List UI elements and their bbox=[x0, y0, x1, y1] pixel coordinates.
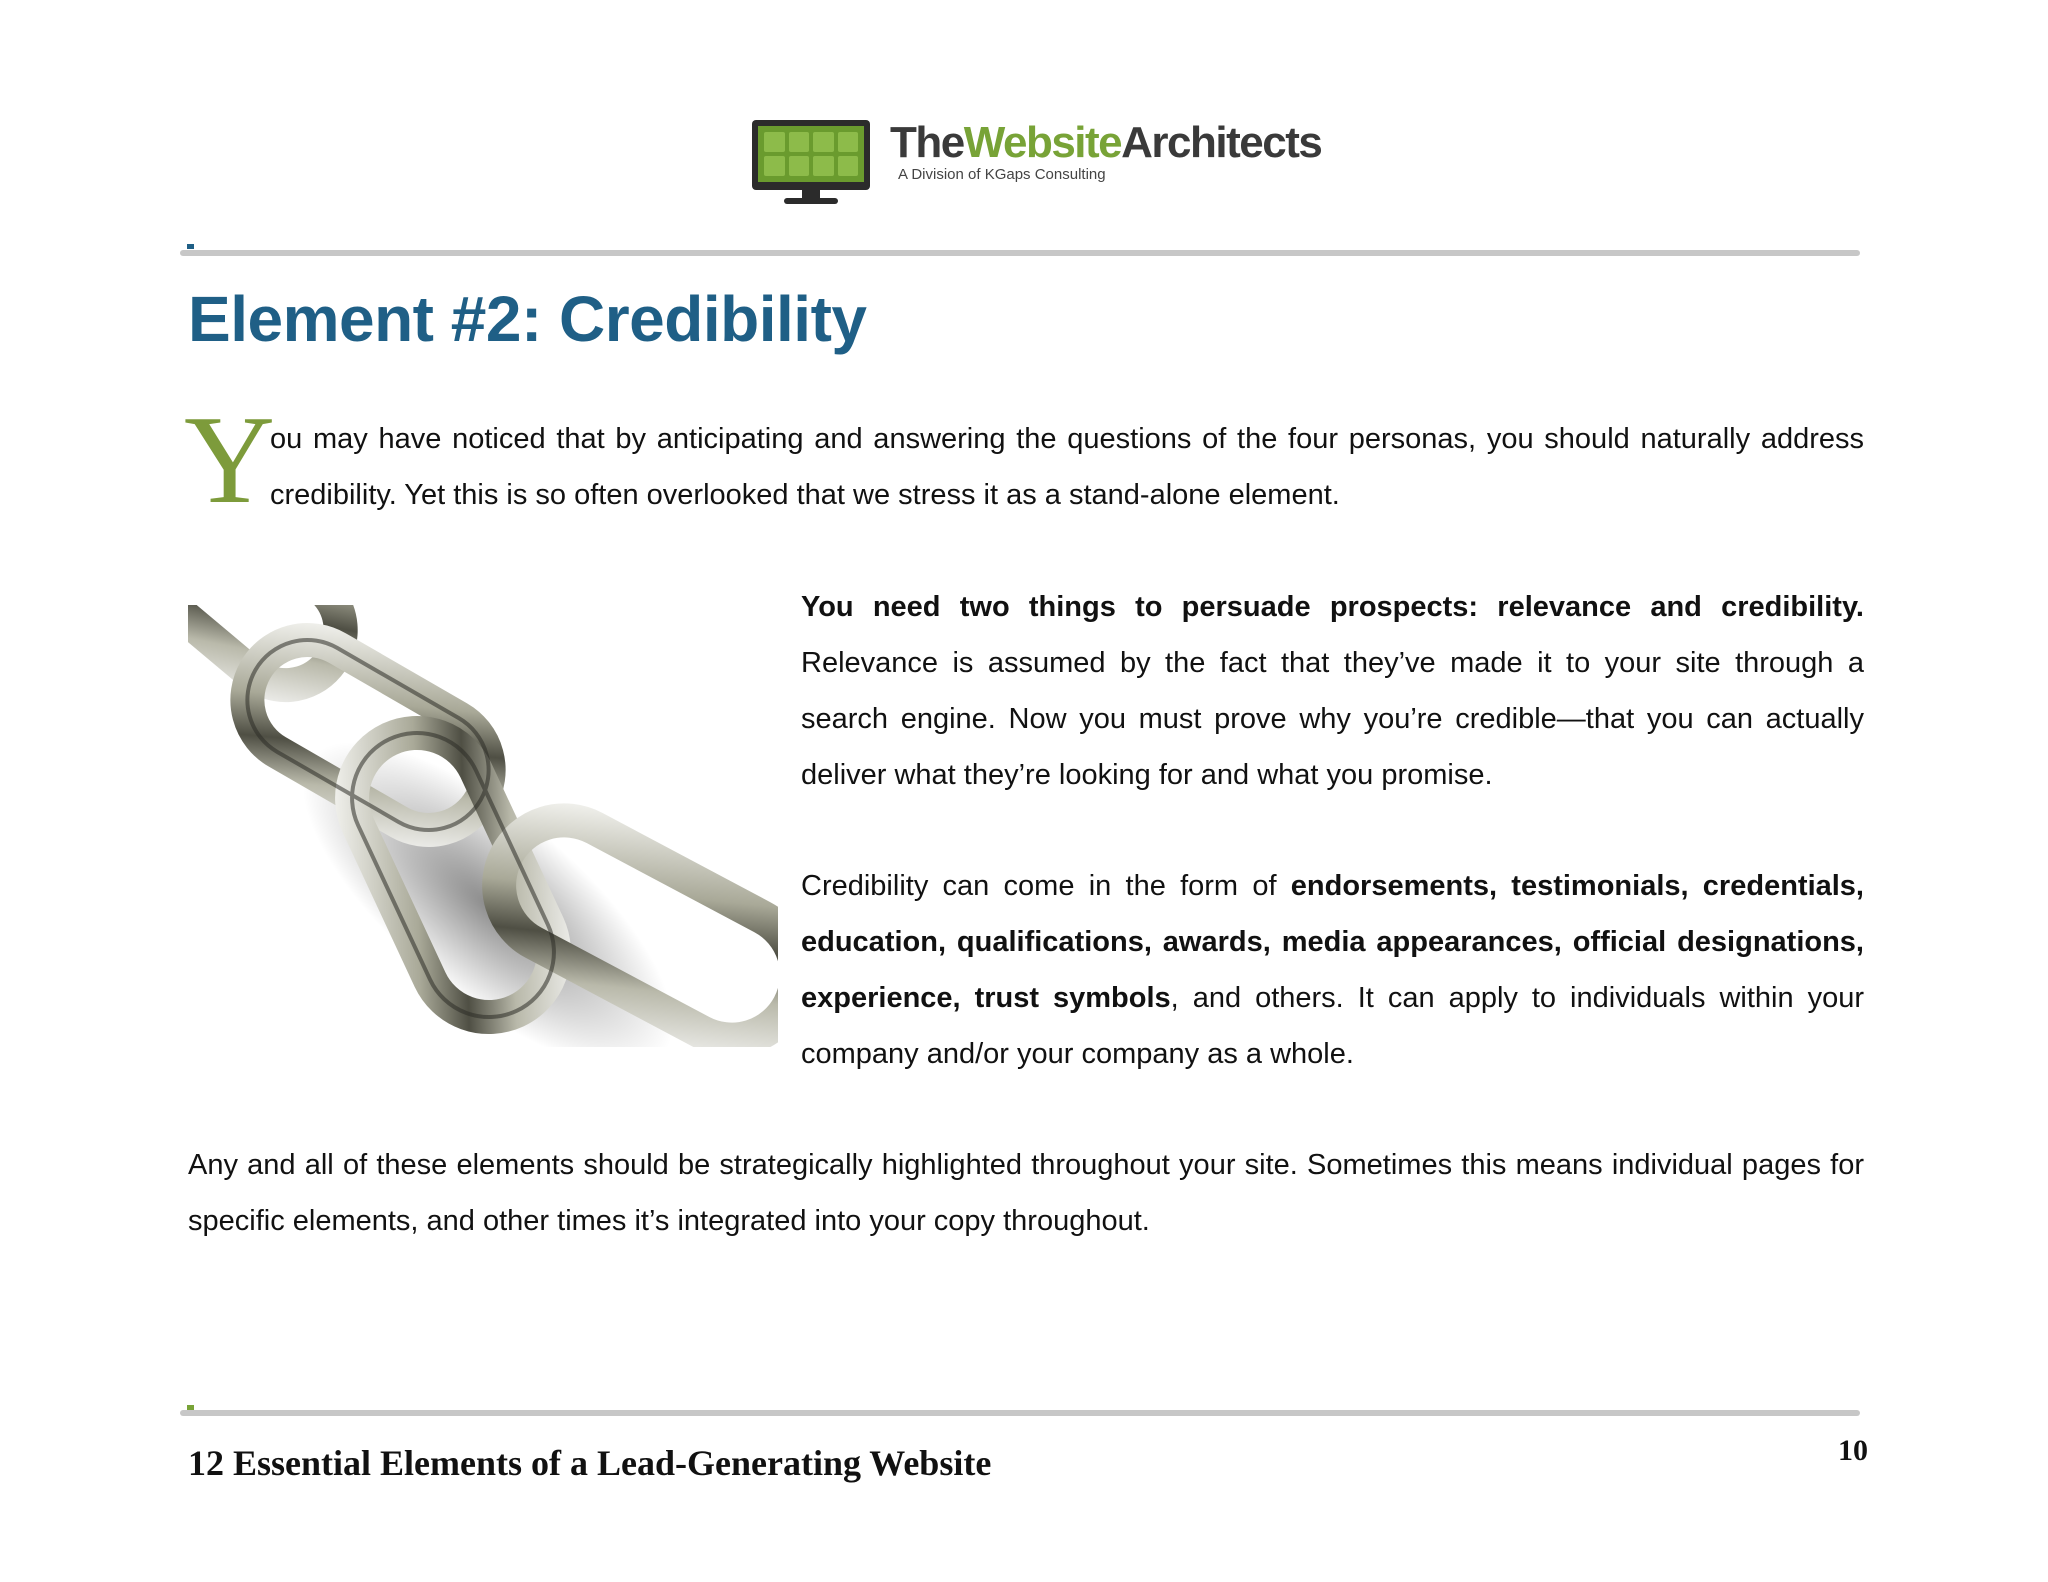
chain-links-image bbox=[188, 605, 778, 1047]
monitor-icon bbox=[752, 120, 870, 190]
credibility-forms-paragraph: Credibility can come in the form of endorsements, testimonials, credentials, education, qualifications, awards, media appearances, official designations, experience, trust symbols, and others. It can apply to individuals within your company and/or your company as a whole. bbox=[801, 870, 1864, 1070]
company-logo bbox=[752, 118, 1322, 214]
closing-paragraph: Any and all of these elements should be strategically highlighted throughout your site. Sometimes this means individual pages for specific elements, and other times it’s integrated into your copy throughout. bbox=[188, 1149, 1864, 1237]
logo-tagline: A Division of KGaps Consulting bbox=[898, 166, 1106, 183]
logo-wordmark: TheWebsiteArchitects bbox=[890, 118, 1322, 167]
drop-cap: Y bbox=[184, 391, 275, 530]
footer-title: 12 Essential Elements of a Lead-Generating Website bbox=[188, 1443, 992, 1483]
intro-paragraph: ou may have noticed that by anticipating and answering the questions of the four personas, you should naturally address credibility. Yet this is so often overlooked that we stress it as a stand-alone element. bbox=[270, 423, 1864, 511]
footer-divider bbox=[180, 1410, 1860, 1416]
page-number: 10 bbox=[1838, 1434, 1868, 1467]
page-title: Element #2: Credibility bbox=[188, 283, 867, 355]
relevance-paragraph: You need two things to persuade prospects: relevance and credibility. Relevance is assumed by the fact that they’ve made it to your site through a search engine. Now you must prove why you’re credible—that you can actually deliver what they’re looking for and what you promise. bbox=[801, 591, 1864, 791]
header-divider bbox=[180, 250, 1860, 256]
